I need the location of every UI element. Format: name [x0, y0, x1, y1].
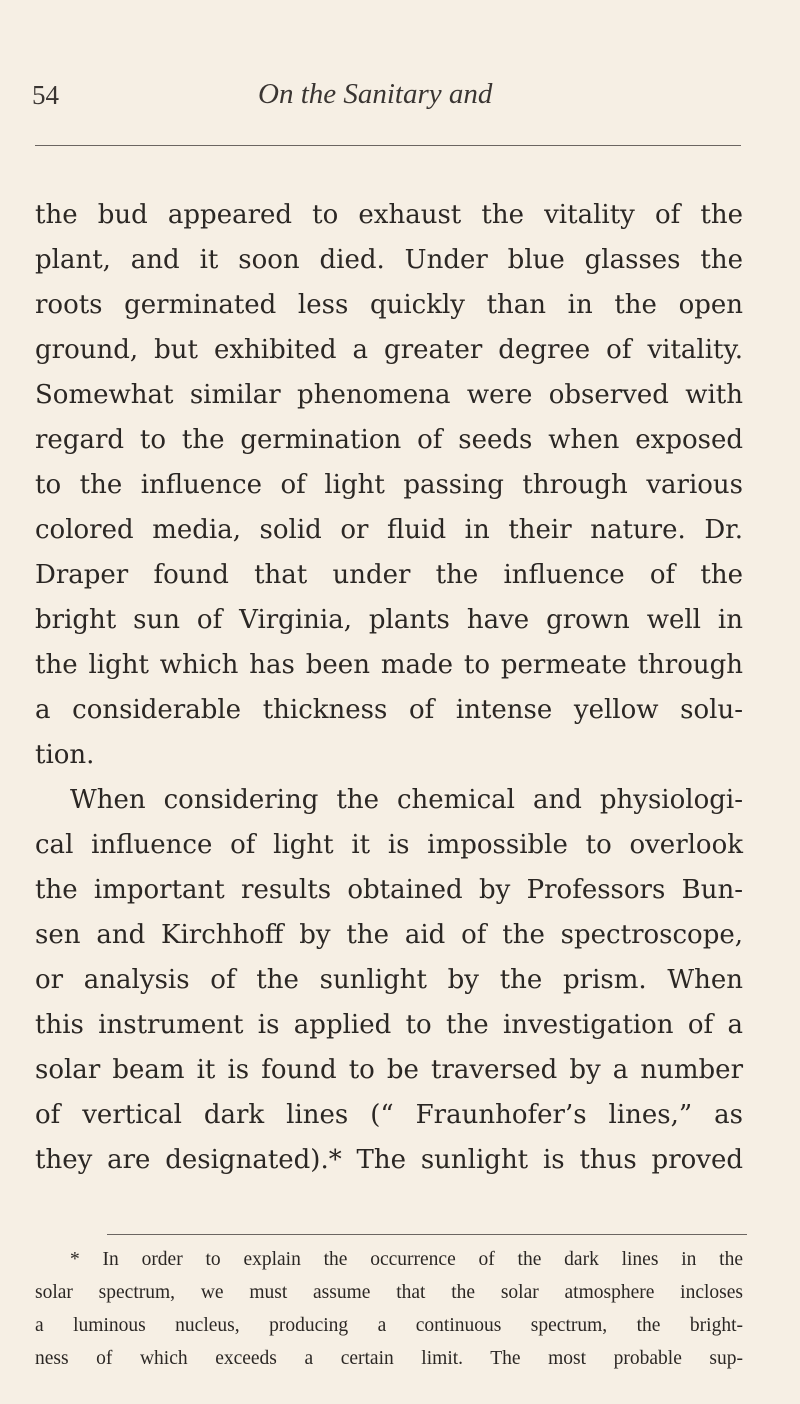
- body-line: of vertical dark lines (“ Fraunhofer’s lines,” as: [35, 1100, 743, 1130]
- body-line: this instrument is applied to the investigation of a: [35, 1010, 743, 1040]
- footnote-line: * In order to explain the occurrence of the dark lines in the: [70, 1249, 743, 1270]
- body-line: cal influence of light it is impossible to overlook: [35, 830, 743, 860]
- body-text: [35, 193, 743, 1183]
- body-line: plant, and it soon died. Under blue glasses the: [35, 245, 743, 275]
- body-line: bright sun of Virginia, plants have grown well in: [35, 605, 743, 635]
- body-line: they are designated).* The sunlight is thus proved: [35, 1145, 743, 1175]
- body-line: solar beam it is found to be traversed by a number: [35, 1055, 743, 1085]
- footnote-line: solar spectrum, we must assume that the solar atmosphere incloses: [35, 1282, 743, 1303]
- body-line: tion.: [35, 740, 95, 770]
- body-line: Draper found that under the influence of the: [35, 560, 743, 590]
- footnote: [35, 1243, 743, 1375]
- body-line: a considerable thickness of intense yellow solu-: [35, 695, 743, 725]
- body-line: Somewhat similar phenomena were observed with: [35, 380, 743, 410]
- body-line: sen and Kirchhoff by the aid of the spectroscope,: [35, 920, 743, 950]
- running-title: On the Sanitary and: [258, 78, 493, 110]
- page-header: [32, 72, 752, 122]
- body-line: the important results obtained by Professors Bun-: [35, 875, 743, 905]
- body-line: roots germinated less quickly than in the open: [35, 290, 743, 320]
- body-line: regard to the germination of seeds when exposed: [35, 425, 743, 455]
- body-line: the light which has been made to permeate through: [35, 650, 743, 680]
- page-number: 54: [32, 80, 59, 110]
- body-line: or analysis of the sunlight by the prism. When: [35, 965, 743, 995]
- header-rule: [35, 145, 741, 146]
- footnote-line: a luminous nucleus, producing a continuous spectrum, the bright-: [35, 1315, 743, 1336]
- body-line: to the influence of light passing through various: [35, 470, 743, 500]
- body-line: colored media, solid or fluid in their nature. Dr.: [35, 515, 743, 545]
- body-line: ground, but exhibited a greater degree of vitality.: [35, 335, 743, 365]
- body-line: When considering the chemical and physiologi-: [70, 785, 743, 815]
- body-line: the bud appeared to exhaust the vitality of the: [35, 200, 743, 230]
- footnote-rule: [107, 1234, 747, 1235]
- footnote-line: ness of which exceeds a certain limit. The most probable sup-: [35, 1348, 743, 1369]
